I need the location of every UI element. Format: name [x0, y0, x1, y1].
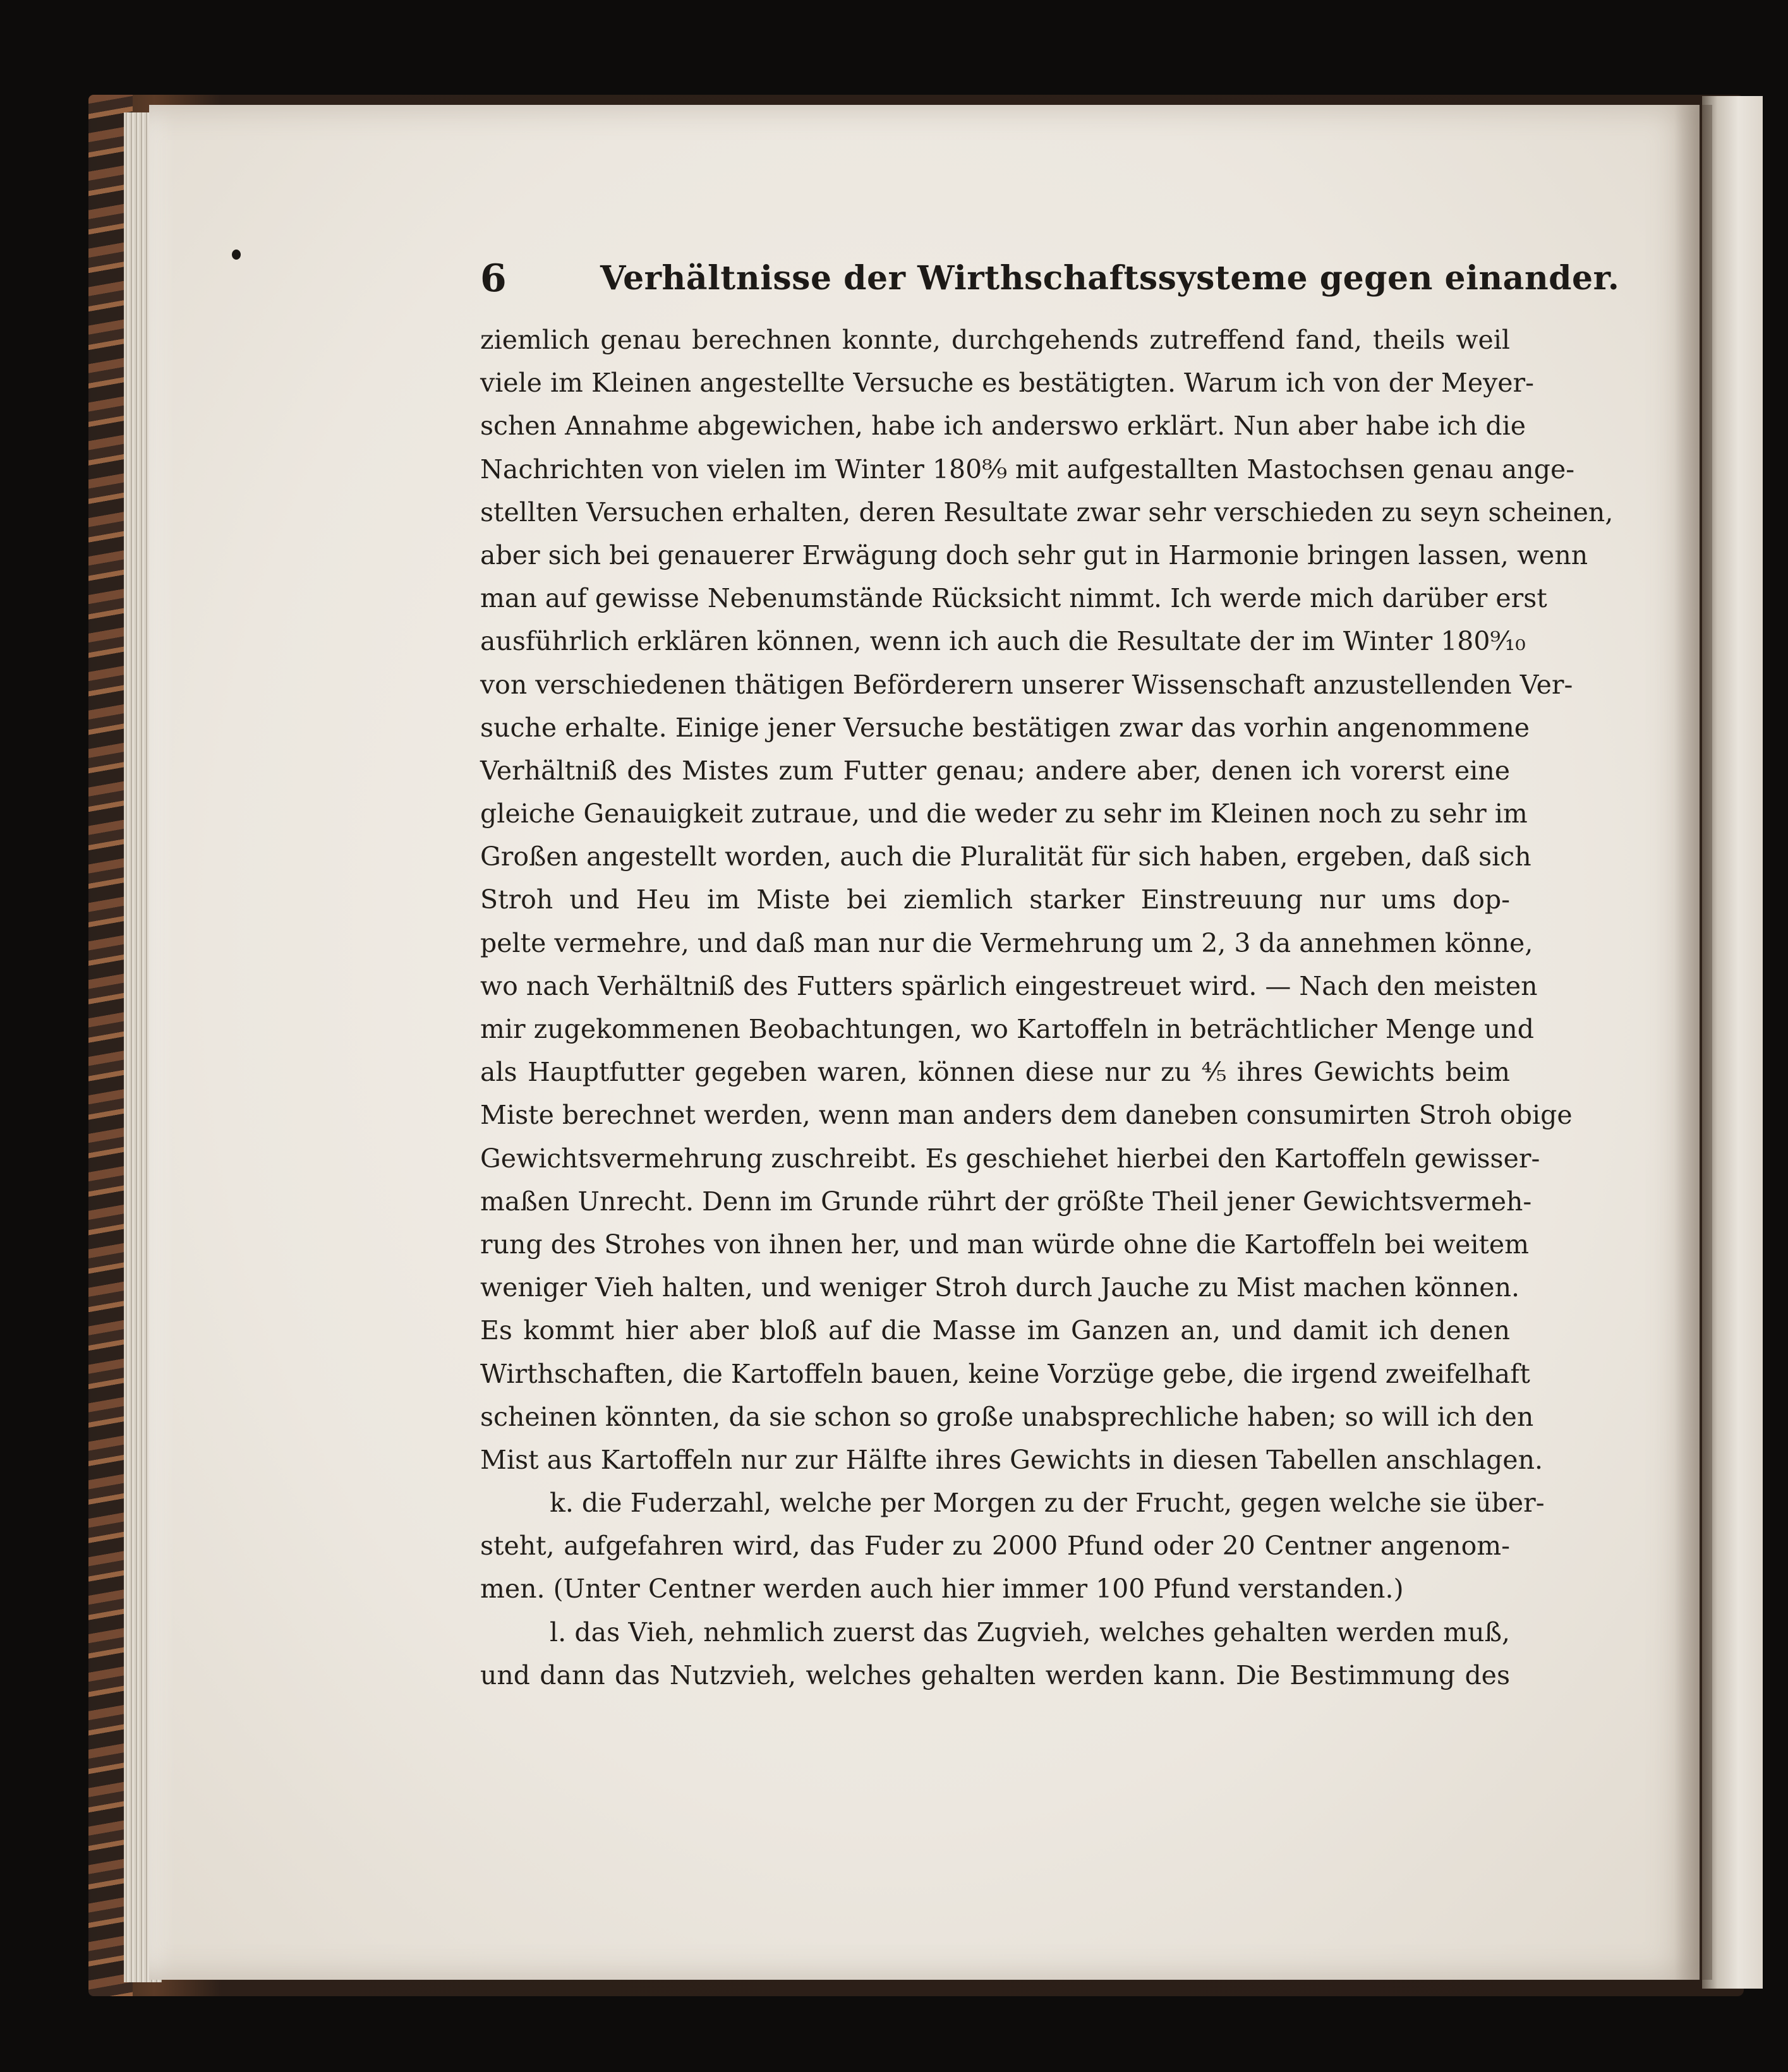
text-line: aber sich bei genauerer Erwägung doch sehr gut in Harmonie bringen lassen, wenn	[480, 539, 1588, 570]
list-item-k: k. die Fuderzahl, welche per Morgen zu der Frucht, gegen welche sie über-	[550, 1488, 1545, 1519]
text-line: Verhältniß des Mistes zum Futter genau; andere aber, denen ich vorerst eine	[480, 755, 1510, 786]
text-line: stellten Versuchen erhalten, deren Resultate zwar sehr verschieden zu seyn scheinen,	[480, 497, 1614, 527]
text-line: ausführlich erklären können, wenn ich auch die Resultate der im Winter 180⁹⁄₁₀	[480, 626, 1526, 657]
text-line: Mist aus Kartoffeln nur zur Hälfte ihres Gewichts in diesen Tabellen anschlagen.	[480, 1444, 1543, 1475]
text-line: ziemlich genau berechnen konnte, durchgehends zutreffend fand, theils weil	[480, 325, 1510, 355]
text-line: Gewichtsvermehrung zuschreibt. Es geschiehet hierbei den Kartoffeln gewisser-	[480, 1143, 1540, 1174]
gutter-shadow	[1674, 105, 1712, 1980]
text-line: pelte vermehre, und daß man nur die Vermehrung um 2, 3 da annehmen könne,	[480, 927, 1533, 958]
text-line: scheinen könnten, da sie schon so große unabsprechliche haben; so will ich den	[480, 1401, 1534, 1432]
body-text	[480, 318, 1614, 1697]
text-line: Wirthschaften, die Kartoffeln bauen, keine Vorzüge gebe, die irgend zweifelhaft	[480, 1358, 1530, 1389]
text-line: als Hauptfutter gegeben waren, können diese nur zu ⁴⁄₅ ihres Gewichts beim	[480, 1057, 1510, 1088]
running-title: Verhältnisse der Wirthschaftssysteme gegen einander.	[600, 259, 1620, 298]
text-line: und dann das Nutzvieh, welches gehalten werden kann. Die Bestimmung des	[480, 1659, 1510, 1690]
text-line: von verschiedenen thätigen Beförderern unserer Wissenschaft anzustellenden Ver-	[480, 669, 1573, 700]
text-line: schen Annahme abgewichen, habe ich anderswo erklärt. Nun aber habe ich die	[480, 411, 1526, 442]
text-line: Großen angestellt worden, auch die Pluralität für sich haben, ergeben, daß sich	[480, 841, 1531, 872]
text-line: Miste berechnet werden, wenn man anders dem daneben consumirten Stroh obige	[480, 1100, 1573, 1131]
text-line: men. (Unter Centner werden auch hier immer 100 Pfund verstanden.)	[480, 1574, 1404, 1605]
text-line: Es kommt hier aber bloß auf die Masse im Ganzen an, und damit ich denen	[480, 1315, 1510, 1346]
text-line: rung des Strohes von ihnen her, und man würde ohne die Kartoffeln bei weitem	[480, 1229, 1530, 1260]
text-line: weniger Vieh halten, und weniger Stroh durch Jauche zu Mist machen können.	[480, 1272, 1520, 1303]
text-line: Stroh und Heu im Miste bei ziemlich starker Einstreuung nur ums dop-	[480, 884, 1510, 915]
list-item-l: l. das Vieh, nehmlich zuerst das Zugvieh, welches gehalten werden muß,	[550, 1617, 1510, 1647]
text-line: man auf gewisse Nebenumstände Rücksicht nimmt. Ich werde mich darüber erst	[480, 583, 1547, 614]
text-line: steht, aufgefahren wird, das Fuder zu 2000 Pfund oder 20 Centner angenom-	[480, 1531, 1510, 1562]
text-line: gleiche Genauigkeit zutraue, und die weder zu sehr im Kleinen noch zu sehr im	[480, 798, 1528, 829]
text-line: mir zugekommenen Beobachtungen, wo Kartoffeln in beträchtlicher Menge und	[480, 1014, 1534, 1044]
text-line: maßen Unrecht. Denn im Grunde rührt der größte Theil jener Gewichtsvermeh-	[480, 1186, 1532, 1217]
text-line: Nachrichten von vielen im Winter 180⁸⁄₉ mit aufgestallten Mastochsen genau ange-	[480, 454, 1575, 485]
page-number: 6	[480, 256, 507, 301]
text-line: viele im Kleinen angestellte Versuche es bestätigten. Warum ich von der Meyer-	[480, 368, 1535, 399]
ink-dot-mark	[232, 250, 241, 260]
text-line: suche erhalte. Einige jener Versuche bestätigen zwar das vorhin angenommene	[480, 712, 1530, 743]
page-header	[480, 256, 1620, 307]
text-line: wo nach Verhältniß des Futters spärlich eingestreuet wird. — Nach den meisten	[480, 970, 1538, 1001]
